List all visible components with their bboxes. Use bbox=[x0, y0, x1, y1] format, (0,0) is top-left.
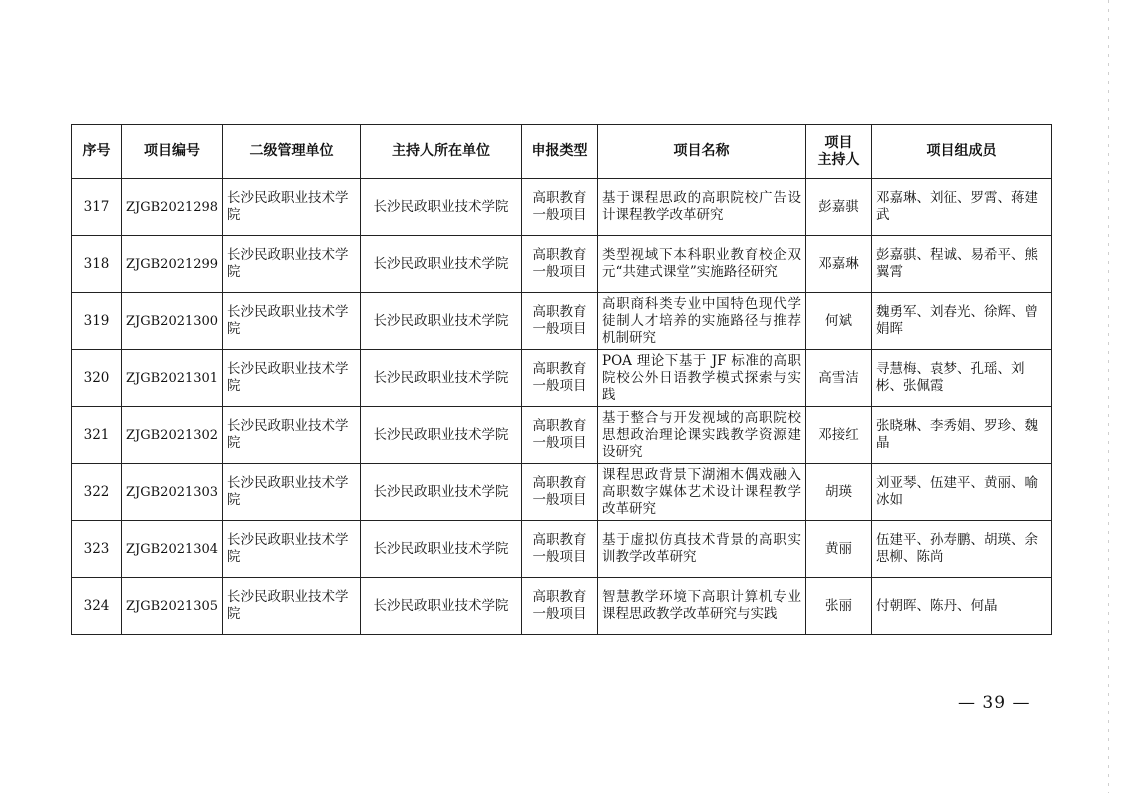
header-leader: 项目 主持人 bbox=[806, 125, 872, 179]
cell-type: 高职教育一般项目 bbox=[522, 236, 598, 293]
table-row bbox=[72, 521, 1052, 578]
cell-type: 高职教育一般项目 bbox=[522, 464, 598, 521]
cell-name: 基于课程思政的高职院校广告设计课程教学改革研究 bbox=[598, 179, 806, 236]
cell-leader: 邓嘉琳 bbox=[806, 236, 872, 293]
table-row bbox=[72, 464, 1052, 521]
cell-code: ZJGB2021302 bbox=[122, 407, 223, 464]
cell-members: 伍建平、孙寿鹏、胡瑛、余思柳、陈尚 bbox=[872, 521, 1052, 578]
cell-leader: 彭嘉骐 bbox=[806, 179, 872, 236]
cell-type: 高职教育一般项目 bbox=[522, 179, 598, 236]
cell-code: ZJGB2021301 bbox=[122, 350, 223, 407]
cell-unit: 长沙民政职业技术学院 bbox=[223, 236, 361, 293]
table-row bbox=[72, 578, 1052, 635]
cell-leader: 黄丽 bbox=[806, 521, 872, 578]
header-members: 项目组成员 bbox=[872, 125, 1052, 179]
cell-members: 彭嘉骐、程诚、易希平、熊翼霄 bbox=[872, 236, 1052, 293]
cell-type: 高职教育一般项目 bbox=[522, 350, 598, 407]
cell-seq: 318 bbox=[72, 236, 122, 293]
table-header-row bbox=[72, 125, 1052, 179]
table-row bbox=[72, 293, 1052, 350]
cell-unit: 长沙民政职业技术学院 bbox=[223, 350, 361, 407]
cell-members: 魏勇军、刘春光、徐辉、曾娟晖 bbox=[872, 293, 1052, 350]
cell-name: 智慧教学环境下高职计算机专业课程思政教学改革研究与实践 bbox=[598, 578, 806, 635]
cell-host-unit: 长沙民政职业技术学院 bbox=[361, 407, 522, 464]
cell-host-unit: 长沙民政职业技术学院 bbox=[361, 464, 522, 521]
table-body bbox=[72, 179, 1052, 635]
cell-leader: 胡瑛 bbox=[806, 464, 872, 521]
header-code: 项目编号 bbox=[122, 125, 223, 179]
cell-type: 高职教育一般项目 bbox=[522, 578, 598, 635]
cell-name: 基于整合与开发视域的高职院校思想政治理论课实践教学资源建设研究 bbox=[598, 407, 806, 464]
cell-host-unit: 长沙民政职业技术学院 bbox=[361, 521, 522, 578]
project-roster-table bbox=[71, 124, 1052, 635]
cell-members: 张晓琳、李秀娟、罗珍、魏晶 bbox=[872, 407, 1052, 464]
cell-host-unit: 长沙民政职业技术学院 bbox=[361, 350, 522, 407]
page-number: — 39 — bbox=[958, 693, 1031, 713]
cell-type: 高职教育一般项目 bbox=[522, 407, 598, 464]
cell-unit: 长沙民政职业技术学院 bbox=[223, 407, 361, 464]
table-row bbox=[72, 179, 1052, 236]
cell-type: 高职教育一般项目 bbox=[522, 521, 598, 578]
cell-code: ZJGB2021298 bbox=[122, 179, 223, 236]
cell-members: 邓嘉琳、刘征、罗霄、蒋建武 bbox=[872, 179, 1052, 236]
cell-leader: 邓接红 bbox=[806, 407, 872, 464]
cell-name: 基于虚拟仿真技术背景的高职实训教学改革研究 bbox=[598, 521, 806, 578]
cell-members: 寻慧梅、袁梦、孔瑶、刘彬、张佩霞 bbox=[872, 350, 1052, 407]
cell-code: ZJGB2021304 bbox=[122, 521, 223, 578]
cell-host-unit: 长沙民政职业技术学院 bbox=[361, 236, 522, 293]
cell-members: 刘亚琴、伍建平、黄丽、喻冰如 bbox=[872, 464, 1052, 521]
cell-name: 课程思政背景下湖湘木偶戏融入高职数字媒体艺术设计课程教学改革研究 bbox=[598, 464, 806, 521]
cell-type: 高职教育一般项目 bbox=[522, 293, 598, 350]
cell-leader: 高雪洁 bbox=[806, 350, 872, 407]
cell-unit: 长沙民政职业技术学院 bbox=[223, 179, 361, 236]
cell-code: ZJGB2021299 bbox=[122, 236, 223, 293]
cell-seq: 320 bbox=[72, 350, 122, 407]
cell-seq: 323 bbox=[72, 521, 122, 578]
cell-seq: 324 bbox=[72, 578, 122, 635]
cell-unit: 长沙民政职业技术学院 bbox=[223, 293, 361, 350]
header-unit: 二级管理单位 bbox=[223, 125, 361, 179]
header-type: 申报类型 bbox=[522, 125, 598, 179]
cell-leader: 何斌 bbox=[806, 293, 872, 350]
cell-unit: 长沙民政职业技术学院 bbox=[223, 464, 361, 521]
cell-code: ZJGB2021303 bbox=[122, 464, 223, 521]
cell-name: 类型视域下本科职业教育校企双元“共建式课堂”实施路径研究 bbox=[598, 236, 806, 293]
table-row bbox=[72, 350, 1052, 407]
cell-host-unit: 长沙民政职业技术学院 bbox=[361, 578, 522, 635]
cell-leader: 张丽 bbox=[806, 578, 872, 635]
cell-host-unit: 长沙民政职业技术学院 bbox=[361, 179, 522, 236]
cell-members: 付朝晖、陈丹、何晶 bbox=[872, 578, 1052, 635]
cell-code: ZJGB2021305 bbox=[122, 578, 223, 635]
table-row bbox=[72, 407, 1052, 464]
cell-seq: 322 bbox=[72, 464, 122, 521]
cell-host-unit: 长沙民政职业技术学院 bbox=[361, 293, 522, 350]
cell-seq: 321 bbox=[72, 407, 122, 464]
header-seq: 序号 bbox=[72, 125, 122, 179]
header-name: 项目名称 bbox=[598, 125, 806, 179]
scan-edge-mark bbox=[1108, 0, 1109, 793]
header-host-unit: 主持人所在单位 bbox=[361, 125, 522, 179]
cell-seq: 319 bbox=[72, 293, 122, 350]
cell-unit: 长沙民政职业技术学院 bbox=[223, 578, 361, 635]
cell-name: 高职商科类专业中国特色现代学徒制人才培养的实施路径与推荐机制研究 bbox=[598, 293, 806, 350]
cell-name: POA 理论下基于 JF 标准的高职院校公外日语教学模式探索与实践 bbox=[598, 350, 806, 407]
cell-unit: 长沙民政职业技术学院 bbox=[223, 521, 361, 578]
cell-seq: 317 bbox=[72, 179, 122, 236]
table-row bbox=[72, 236, 1052, 293]
cell-code: ZJGB2021300 bbox=[122, 293, 223, 350]
